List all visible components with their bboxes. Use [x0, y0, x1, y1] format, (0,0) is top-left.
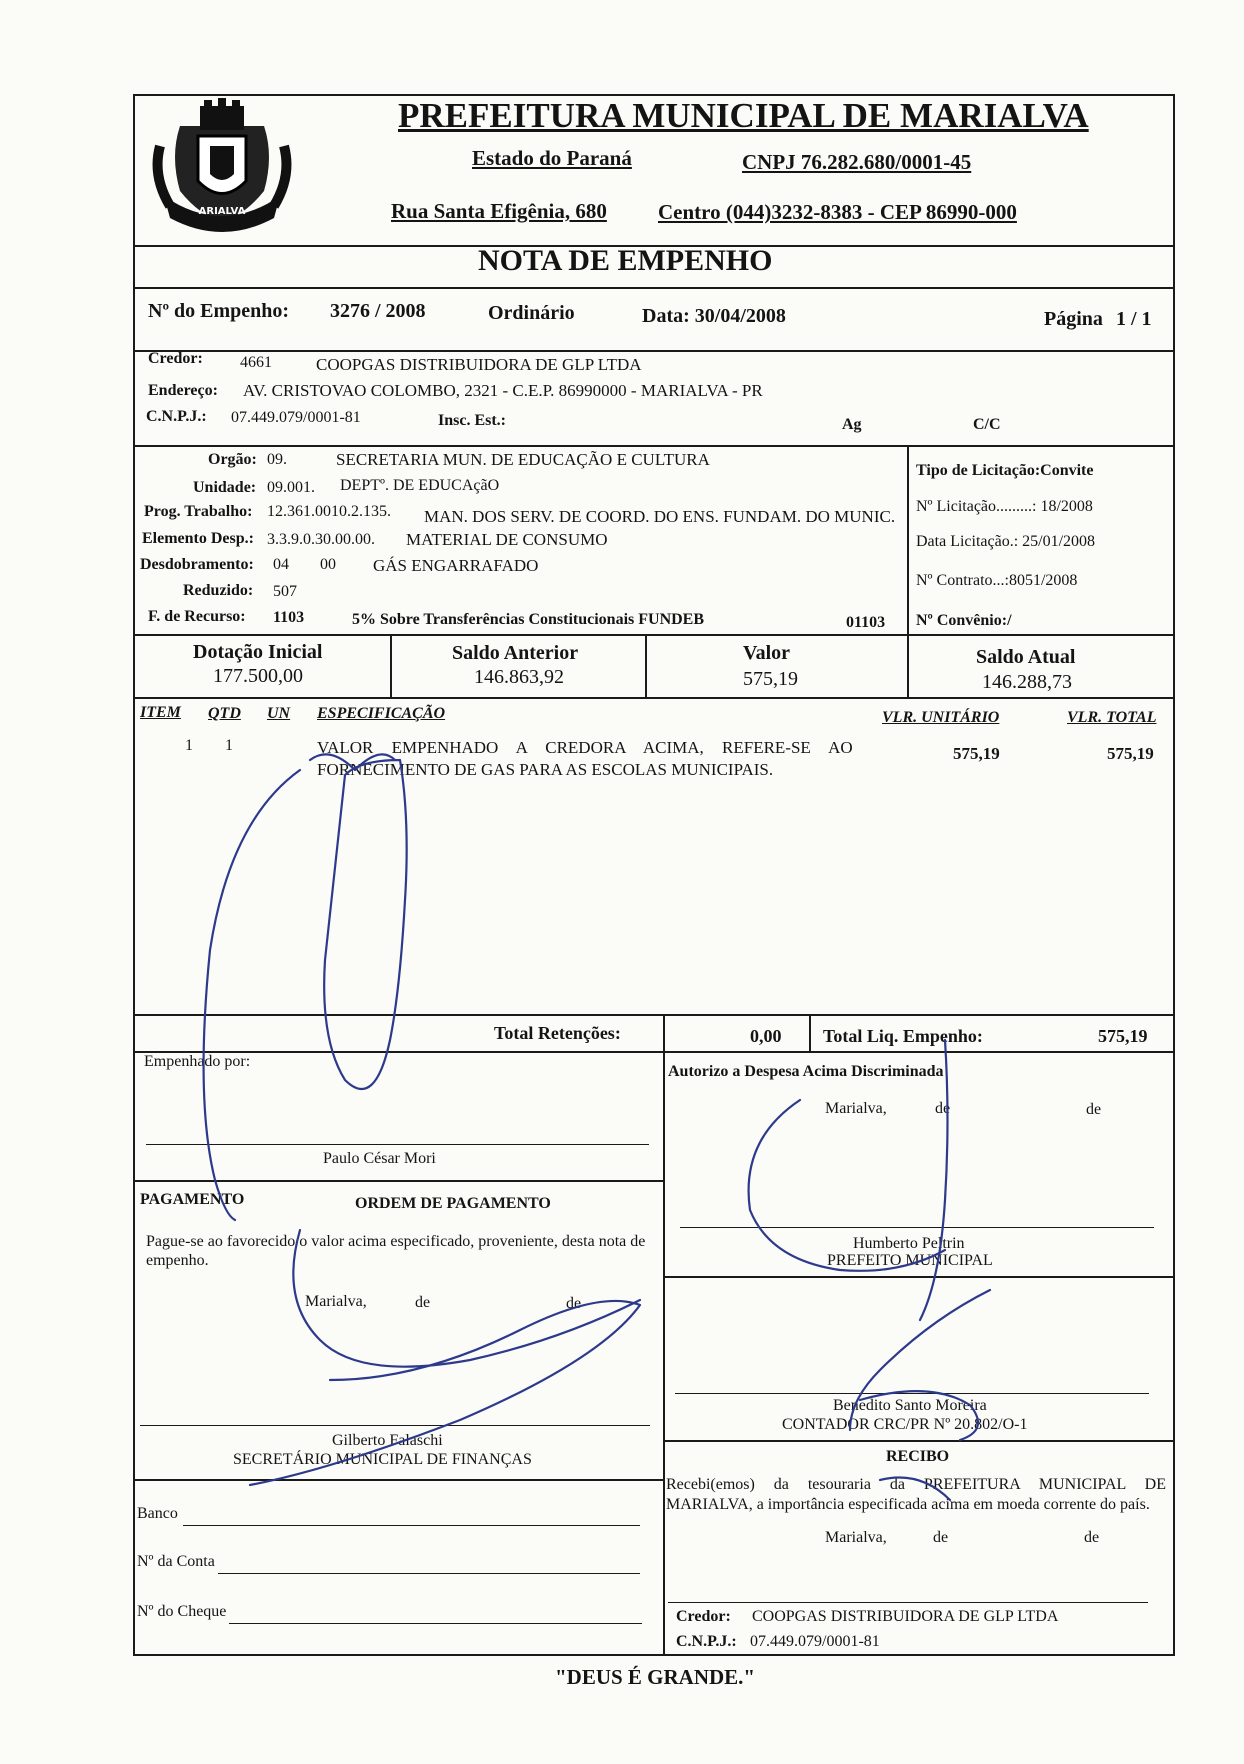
desdobramento-label: Desdobramento:	[140, 556, 254, 573]
item-spec-line1: VALOR EMPENHADO A CREDORA ACIMA, REFERE-SE AO	[317, 738, 853, 757]
recibo-cnpj-label: C.N.P.J.:	[676, 1633, 737, 1650]
reduzido-value: 507	[273, 583, 297, 600]
orgao-code: 09.	[267, 451, 287, 468]
item-spec-line2: FORNECIMENTO DE GAS PARA AS ESCOLAS MUNICIPAIS.	[317, 760, 774, 779]
item-unit-value: 575,19	[953, 744, 1000, 763]
fonte-label: F. de Recurso:	[148, 608, 246, 625]
col-total-value: VLR. TOTAL	[1067, 709, 1157, 726]
liq-empenho-label: Total Liq. Empenho:	[823, 1026, 983, 1046]
empenho-date: Data: 30/04/2008	[642, 305, 786, 327]
desdobramento-code1: 04	[273, 556, 289, 573]
licitacao-date: Data Licitação.: 25/01/2008	[916, 533, 1096, 550]
valor-value: 575,19	[743, 668, 798, 690]
contador-name: Benedito Santo Moreira	[833, 1397, 987, 1414]
recibo-credor-label: Credor:	[676, 1608, 731, 1625]
empenho-type: Ordinário	[488, 302, 575, 324]
page-number: 1 / 1	[1116, 308, 1152, 330]
cheque-label: Nº do Cheque	[137, 1603, 227, 1620]
unidade-name: DEPTº. DE EDUCAçãO	[340, 477, 500, 494]
credor-code: 4661	[240, 354, 272, 371]
saldo-atual-label: Saldo Atual	[976, 646, 1076, 668]
orgao-name: SECRETARIA MUN. DE EDUCAÇÃO E CULTURA	[336, 450, 710, 469]
unidade-code: 09.001.	[267, 479, 315, 496]
credor-address: AV. CRISTOVAO COLOMBO, 2321 - C.E.P. 86990000 - MARIALVA - PR	[243, 381, 763, 400]
cnpj-label: CNPJ 76.282.680/0001-45	[742, 150, 972, 174]
recibo-de2: de	[1084, 1529, 1100, 1546]
prefeito-title: PREFEITO MUNICIPAL	[827, 1252, 993, 1269]
prefeitura-title: PREFEITURA MUNICIPAL DE MARIALVA	[398, 96, 1089, 135]
empenho-number: 3276 / 2008	[330, 300, 426, 322]
col-item: ITEM	[140, 704, 181, 721]
licitacao-type: Tipo de Licitação:Convite	[916, 462, 1094, 479]
fonte-code2: 01103	[846, 614, 886, 631]
recibo-de1: de	[933, 1529, 949, 1546]
page-label: Página	[1044, 308, 1103, 330]
dotacao-value: 177.500,00	[213, 665, 303, 687]
valor-label: Valor	[743, 642, 791, 664]
conta-label: Nº da Conta	[137, 1553, 215, 1570]
elemento-code: 3.3.9.0.30.00.00.	[267, 531, 375, 548]
address-label: Rua Santa Efigênia, 680	[391, 199, 607, 223]
ag-label: Ag	[842, 416, 862, 433]
seal-text: ARIALVA	[198, 206, 246, 217]
autorizo-place: Marialva,	[825, 1100, 887, 1117]
recibo-cnpj: 07.449.079/0001-81	[750, 1633, 880, 1650]
prog-name: MAN. DOS SERV. DE COORD. DO ENS. FUNDAM. DO MUNIC.	[424, 507, 896, 526]
pague-text: Pague-se ao favorecido o valor acima especificado, proveniente, desta nota de empenho.	[146, 1233, 646, 1269]
state-label: Estado do Paraná	[472, 146, 632, 170]
document-title: NOTA DE EMPENHO	[478, 244, 773, 277]
banco-label: Banco	[137, 1505, 178, 1522]
recibo-label: RECIBO	[886, 1448, 950, 1465]
prog-code: 12.361.0010.2.135.	[267, 503, 391, 520]
fonte-code: 1103	[273, 609, 305, 626]
prog-label: Prog. Trabalho:	[144, 503, 253, 520]
convenio-number: Nº Convênio:/	[916, 612, 1012, 629]
desdobramento-code2: 00	[320, 556, 336, 573]
empenho-number-label: Nº do Empenho:	[148, 300, 290, 322]
contract-number: Nº Contrato...:8051/2008	[916, 572, 1078, 589]
retencoes-value: 0,00	[750, 1026, 782, 1046]
ordem-pagamento-label: ORDEM DE PAGAMENTO	[355, 1195, 551, 1212]
elemento-label: Elemento Desp.:	[142, 530, 254, 547]
fonte-name: 5% Sobre Transferências Constitucionais FUNDEB	[352, 611, 705, 628]
credor-name: COOPGAS DISTRIBUIDORA DE GLP LTDA	[316, 355, 642, 374]
col-qtd: QTD	[208, 705, 241, 722]
retencoes-label: Total Retenções:	[494, 1023, 621, 1043]
prefeito-name: Humberto Peltrin	[853, 1235, 965, 1252]
licitacao-number: Nº Licitação.........: 18/2008	[916, 498, 1093, 515]
item-number: 1	[185, 737, 193, 754]
desdobramento-name: GÁS ENGARRAFADO	[373, 556, 539, 575]
pagamento-de2: de	[566, 1295, 582, 1312]
recibo-text: Recebi(emos) da tesouraria da PREFEITURA MUNICIPAL DE MARIALVA, a importância especificada acima em moeda corrente do país.	[666, 1476, 1166, 1513]
pagamento-label: PAGAMENTO	[140, 1191, 245, 1208]
secretario-title: SECRETÁRIO MUNICIPAL DE FINANÇAS	[233, 1451, 532, 1468]
pagamento-place: Marialva,	[305, 1293, 367, 1310]
item-total-value: 575,19	[1107, 744, 1154, 763]
empenhado-por-label: Empenhado por:	[144, 1053, 251, 1070]
pagamento-de1: de	[415, 1294, 431, 1311]
col-spec: ESPECIFICAÇÃO	[317, 705, 446, 722]
credor-label: Credor:	[148, 350, 203, 367]
dotacao-label: Dotação Inicial	[193, 641, 323, 663]
credor-cnpj-label: C.N.P.J.:	[146, 408, 207, 425]
liq-empenho-value: 575,19	[1098, 1026, 1148, 1046]
empenhado-name: Paulo César Mori	[323, 1150, 436, 1167]
credor-cnpj: 07.449.079/0001-81	[231, 409, 361, 426]
autorizo-de2: de	[1086, 1101, 1102, 1118]
elemento-name: MATERIAL DE CONSUMO	[406, 530, 608, 549]
recibo-place: Marialva,	[825, 1529, 887, 1546]
footer-motto: "DEUS É GRANDE."	[555, 1665, 756, 1689]
contador-title: CONTADOR CRC/PR Nº 20.802/O-1	[782, 1416, 1028, 1433]
reduzido-label: Reduzido:	[183, 582, 254, 599]
col-unit-value: VLR. UNITÁRIO	[882, 709, 1000, 726]
secretario-name: Gilberto Falaschi	[332, 1432, 443, 1449]
item-qtd: 1	[225, 737, 233, 754]
unidade-label: Unidade:	[193, 479, 257, 496]
contact-label: Centro (044)3232-8383 - CEP 86990-000	[658, 200, 1017, 224]
recibo-credor-name: COOPGAS DISTRIBUIDORA DE GLP LTDA	[752, 1608, 1059, 1625]
cc-label: C/C	[973, 416, 1001, 433]
autorizo-label: Autorizo a Despesa Acima Discriminada	[668, 1063, 944, 1080]
orgao-label: Orgão:	[208, 451, 257, 468]
address-field-label: Endereço:	[148, 382, 218, 399]
saldo-anterior-label: Saldo Anterior	[452, 642, 579, 664]
insc-est-label: Insc. Est.:	[438, 412, 507, 429]
autorizo-de1: de	[935, 1100, 951, 1117]
saldo-anterior-value: 146.863,92	[474, 666, 564, 688]
col-un: UN	[267, 705, 291, 722]
saldo-atual-value: 146.288,73	[982, 671, 1072, 693]
